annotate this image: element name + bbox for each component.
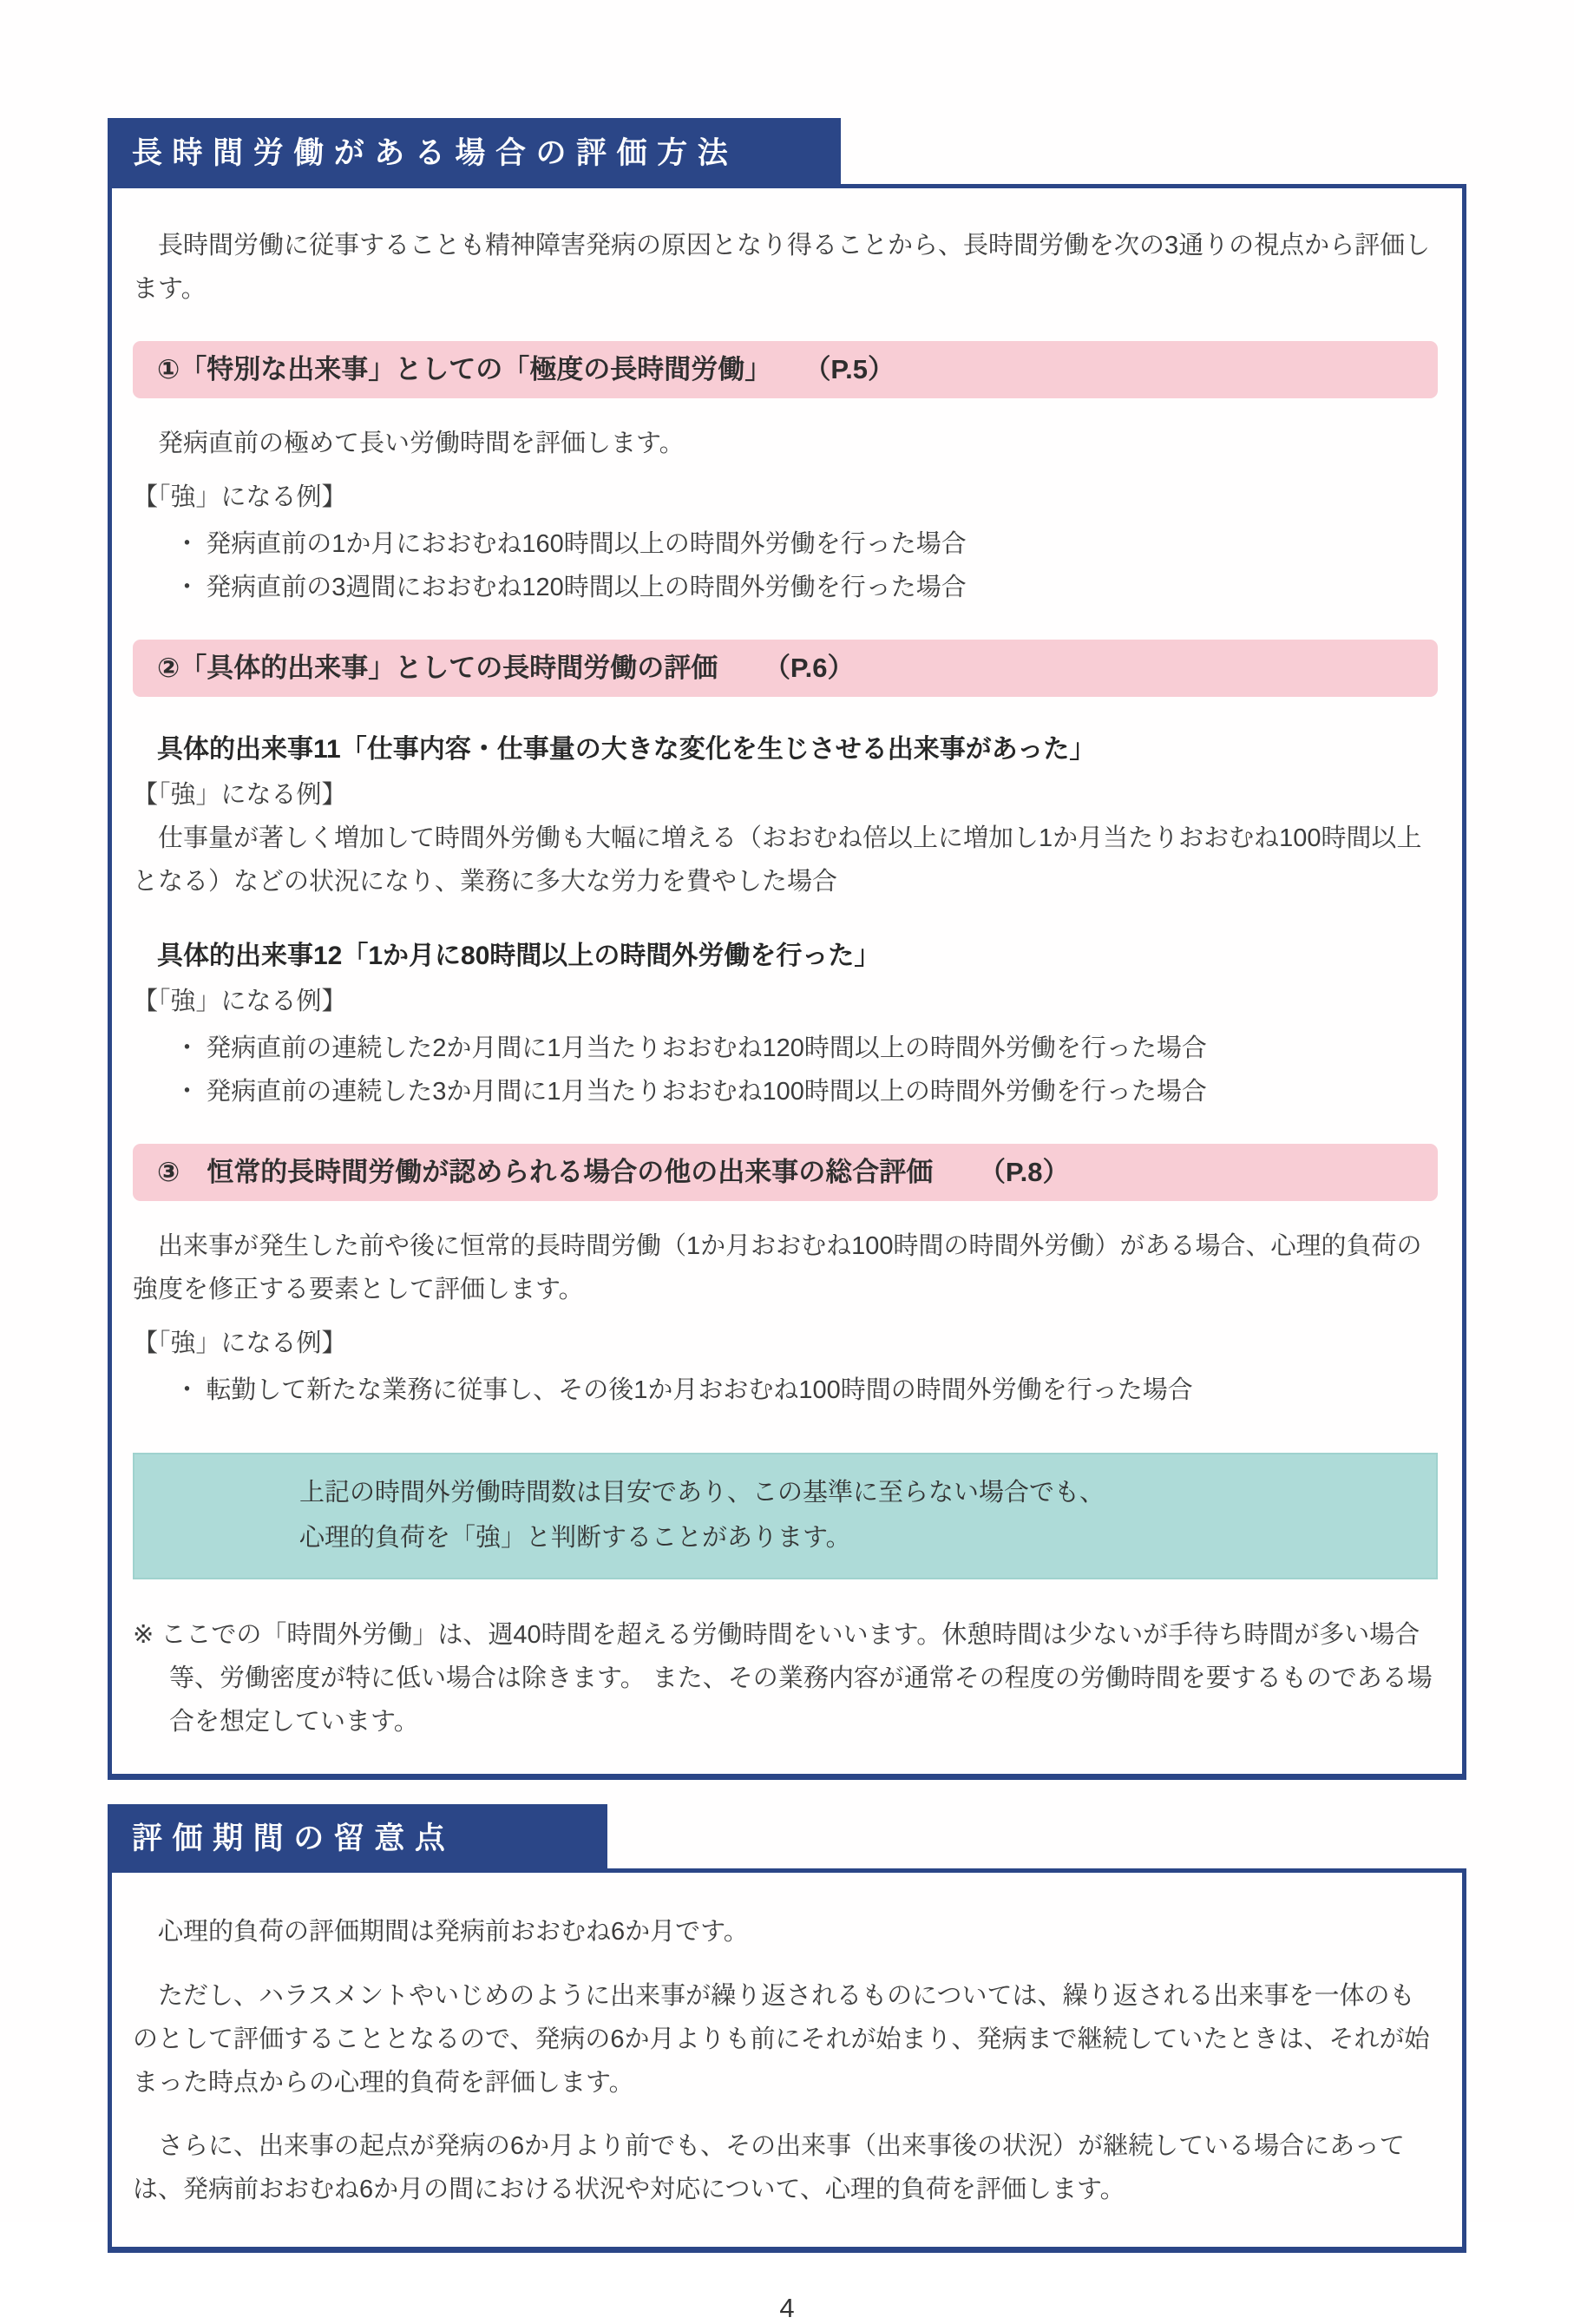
- point3-bullet-list: [133, 1369, 1438, 1413]
- section-eval-period: [108, 1804, 1466, 2253]
- footnote: ※ ここでの「時間外労働」は、週40時間を超える労働時間をいいます。休憩時間は少ないが手待ち時間が多い場合等、労働密度が特に低い場合は除きます。 また、その業務内容が通常その程度の労働時間を要するものである場合を想定しています。: [133, 1621, 1433, 1736]
- point1-desc: 発病直前の極めて長い労働時間を評価します。: [133, 430, 685, 458]
- event12-bullet-list: [133, 1027, 1438, 1114]
- list-item: [174, 1071, 1438, 1114]
- section-eval-period-header: [108, 1804, 607, 1868]
- bullet-text: 発病直前の1か月におおむね160時間以上の時間外労働を行った場合: [206, 529, 967, 558]
- point1-strong-example-label: 【「強」になる例】: [133, 483, 347, 511]
- point3-heading: ③ 恒常的長時間労働が認められる場合の他の出来事の総合評価: [157, 1157, 934, 1188]
- section-long-hours-header: [108, 118, 841, 184]
- eval-period-paragraph: さらに、出来事の起点が発病の6か月より前でも、その出来事（出来事後の状況）が継続している場合にあっては、発病前おおむね6か月の間における状況や対応について、心理的負荷を評価します。: [133, 2132, 1405, 2204]
- bullet-text: 転勤して新たな業務に従事し、その後1か月おおむね100時間の時間外労働を行った場合: [206, 1376, 1193, 1405]
- eval-period-paragraph: ただし、ハラスメントやいじめのように出来事が繰り返されるものについては、繰り返される出来事を一体のものとして評価することとなるので、発病の6か月よりも前にそれが始まり、発病まで継続していたときは、それが始まった時点からの心理的負荷を評価します。: [133, 1981, 1430, 2097]
- bullet-text: 発病直前の連続した3か月間に1月当たりおおむね100時間以上の時間外労働を行った場合: [206, 1078, 1207, 1106]
- point1-page-ref: （P.5）: [817, 353, 895, 384]
- point2-heading-band: [133, 640, 1438, 697]
- page-number: 4: [779, 2293, 795, 2324]
- event11-strong-example-label: 【「強」になる例】: [133, 780, 347, 809]
- bullet-icon: ・: [174, 1078, 200, 1106]
- list-item: [174, 1369, 1438, 1413]
- list-item: [174, 1027, 1438, 1071]
- section-eval-period-title: 評価期間の留意点: [132, 1821, 456, 1855]
- eval-period-paragraph: 心理的負荷の評価期間は発病前おおむね6か月です。: [133, 1917, 749, 1946]
- bullet-icon: ・: [174, 529, 200, 558]
- section-eval-period-box: [108, 1868, 1466, 2253]
- list-item: [174, 567, 1438, 610]
- highlight-note-box: [133, 1453, 1438, 1579]
- bullet-icon: ・: [174, 1034, 200, 1063]
- section-long-hours-box: [108, 184, 1466, 1780]
- point2-page-ref: （P.6）: [763, 652, 855, 683]
- point1-bullet-list: [133, 523, 1438, 610]
- event11-title: 具体的出来事11「仕事内容・仕事量の大きな変化を生じさせる出来事があった」: [157, 734, 1096, 764]
- bullet-text: 発病直前の連続した2か月間に1月当たりおおむね120時間以上の時間外労働を行った場合: [206, 1034, 1207, 1063]
- point3-desc: 出来事が発生した前や後に恒常的長時間労働（1か月おおむね100時間の時間外労働）がある場合、心理的負荷の強度を修正する要素として評価します。: [133, 1232, 1422, 1304]
- highlight-note-line1: 上記の時間外労働時間数は目安であり、この基準に至らない場合でも、: [299, 1478, 1105, 1507]
- bullet-icon: ・: [174, 573, 200, 601]
- intro-paragraph: 長時間労働に従事することも精神障害発病の原因となり得ることから、長時間労働を次の3通りの視点から評価します。: [133, 232, 1431, 303]
- bullet-text: 発病直前の3週間におおむね120時間以上の時間外労働を行った場合: [206, 573, 967, 601]
- event12-title: 具体的出来事12「1か月に80時間以上の時間外労働を行った」: [157, 942, 881, 971]
- event12-strong-example-label: 【「強」になる例】: [133, 988, 347, 1016]
- point3-strong-example-label: 【「強」になる例】: [133, 1329, 347, 1358]
- point3-heading-band: [133, 1144, 1438, 1201]
- point1-heading-band: [133, 341, 1438, 398]
- list-item: [174, 523, 1438, 567]
- point2-heading: ②「具体的出来事」としての長時間労働の評価: [157, 652, 718, 683]
- event11-desc: 仕事量が著しく増加して時間外労働も大幅に増える（おおむね倍以上に増加し1か月当たりおおむね100時間以上となる）などの状況になり、業務に多大な労力を費やした場合: [133, 824, 1422, 896]
- point3-page-ref: （P.8）: [978, 1157, 1070, 1188]
- section-long-hours-title: 長時間労働がある場合の評価方法: [132, 136, 738, 170]
- bullet-icon: ・: [174, 1376, 200, 1405]
- point1-heading: ①「特別な出来事」としての「極度の長時間労働」: [157, 353, 772, 384]
- section-long-hours: [108, 118, 1466, 1780]
- highlight-note-line2: 心理的負荷を「強」と判断することがあります。: [299, 1524, 851, 1553]
